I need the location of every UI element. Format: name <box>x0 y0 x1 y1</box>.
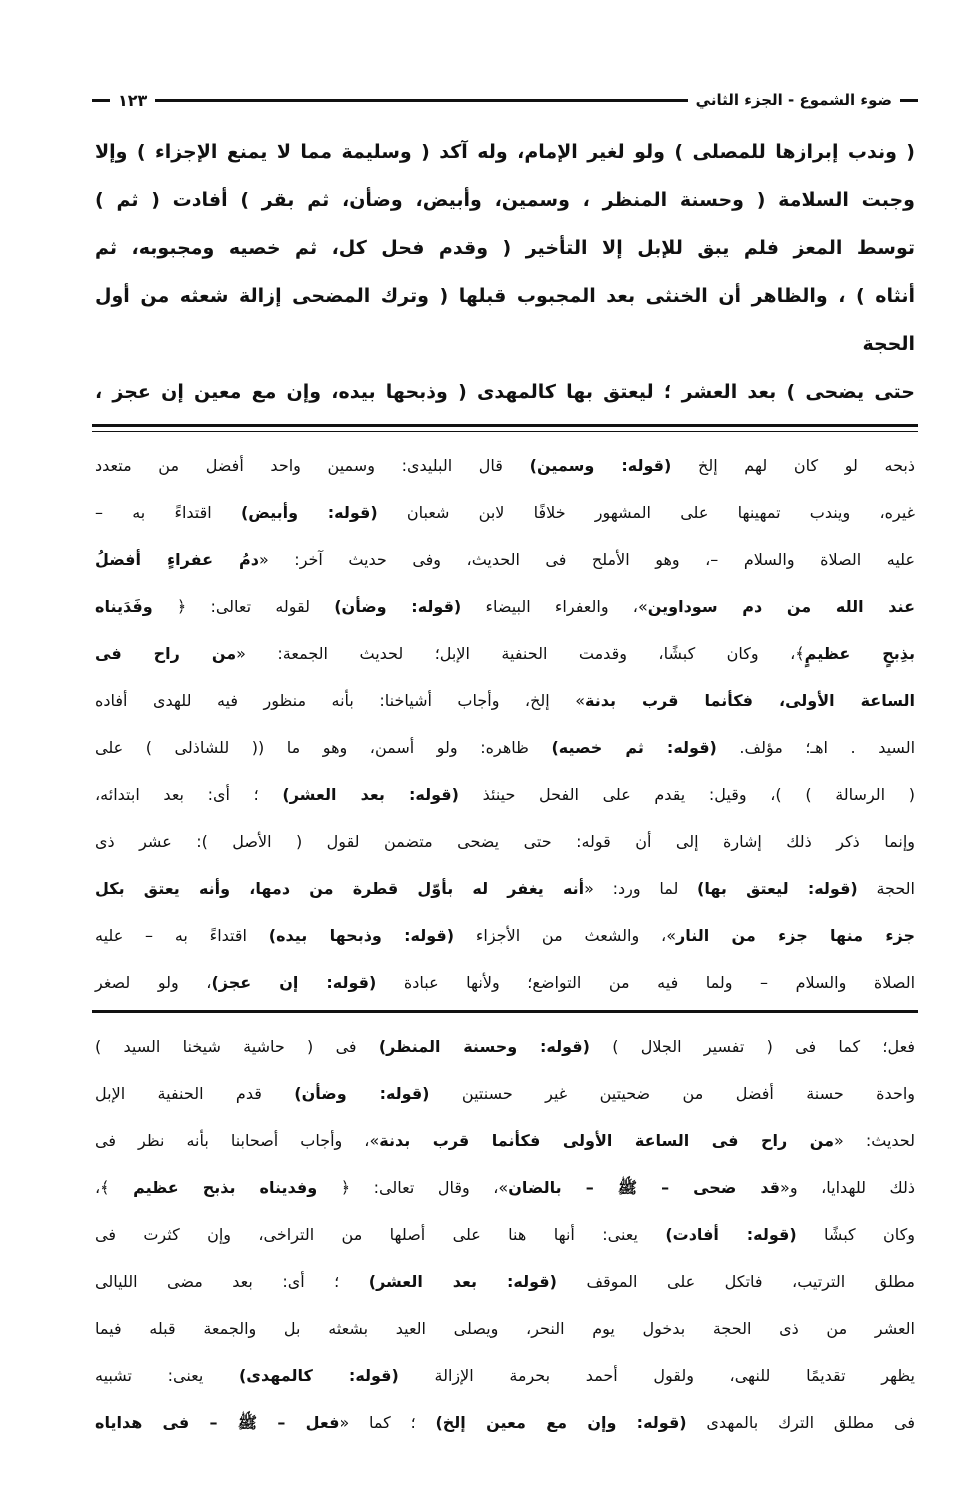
text-segment: »، وقال تعالى: ﴿ <box>317 1178 509 1197</box>
text-segment: وكان كبشًا <box>796 1225 915 1244</box>
bold-quote-segment: دمُ عفراءٍ أفضلُ <box>95 550 259 569</box>
text-line <box>95 865 915 912</box>
text-line <box>95 630 915 677</box>
text-line <box>95 1164 915 1211</box>
bold-quote-segment: (قوله: إن عجز) <box>211 973 377 992</box>
text-segment: العشر من ذى الحجة بدخول يوم النحر، ويصلى العيد بشعثه بل والجمعة قبله فيما <box>95 1319 915 1338</box>
text-segment: يظهر تقديمًا للنهى، ولقول أحمد بحرمة الإزالة <box>398 1366 916 1385</box>
text-segment: الصلاة والسلام – ولما فيه من التواضع؛ ولأنها عبادة <box>376 973 916 992</box>
text-segment: ( الرسالة ) )، وقيل: يقدم على الفحل حينئذ <box>458 785 916 804</box>
text-segment: الحجة <box>857 879 916 898</box>
text-line <box>95 959 915 1006</box>
header-rule <box>155 99 687 102</box>
header-dash <box>92 99 110 102</box>
text-segment: اقتداءً به – <box>95 503 241 522</box>
divider-thick <box>92 424 918 427</box>
text-segment: لحديث: « <box>834 1131 916 1150</box>
bold-quote-segment: حتى يضحى ) بعد العشر ؛ ليعتق بها كالمهدى ( وذبحها بيده، وإن مع معين إن عجز ، <box>95 381 915 403</box>
text-segment: »، وأجاب أصحابنا بأنه نظر فى <box>95 1131 380 1150</box>
bold-quote-segment: قد ضحى – ﷺ – بالضان <box>508 1178 781 1197</box>
book-title: ضوء الشموع - الجزء الثاني <box>695 91 892 109</box>
bold-quote-segment: (قوله: وإن مع معين إلخ) <box>435 1413 687 1432</box>
text-segment: يعنى: تشبيه <box>95 1366 239 1385</box>
text-line <box>95 583 915 630</box>
bold-quote-segment: (قوله: وضأن) <box>334 597 462 616</box>
header-dash <box>900 99 918 102</box>
commentary-1 <box>95 442 915 1006</box>
text-line <box>95 176 915 224</box>
bold-quote-segment: ( وندب إبرازها للمصلى ) ولو لغير الإمام، وله آكد ( وسليمة مما لا يمنع الإجزاء ) وإلا <box>95 141 915 163</box>
bold-quote-segment: وفديناه بذبح عظيم <box>133 1178 318 1197</box>
text-line <box>95 818 915 865</box>
text-segment: ذلك للهدايا، و« <box>780 1178 916 1197</box>
bold-quote-segment: توسط المعز فلم يبق للإبل إلا التأخير ( وقدم فحل كل، ثم خصيه ومجبوبه، ثم <box>95 237 915 259</box>
bold-quote-segment: بذِبحٍ عظيمٍ <box>804 644 916 663</box>
text-line <box>95 442 915 489</box>
bold-quote-segment: (قوله: أفادت) <box>665 1225 797 1244</box>
bold-quote-segment: عند الله من دم سوداوين <box>647 597 915 616</box>
bold-quote-segment: (قوله: وذبحها بيده) <box>268 926 455 945</box>
text-segment: ذبحه لو كان لهم إلخ <box>671 456 916 475</box>
text-segment: » إلخ، وأجاب أشياخنا: بأنه منظور فيه للهدى أفاده <box>95 691 586 710</box>
text-segment: ، ولو لصغر <box>95 973 212 992</box>
text-line <box>95 724 915 771</box>
page-number: ١٢٣ <box>118 90 148 110</box>
text-line <box>95 1070 915 1117</box>
bold-quote-segment: (قوله: ليعتق بها) <box>697 879 858 898</box>
bold-quote-segment: وجبت السلامة ( وحسنة المنظر ، وسمين، وأبيض، وضأن، ثم بقر ) أفادت ( ثم ) <box>95 189 915 211</box>
bold-quote-segment: من راح فى الساعة الأولى فكأنما قرب بدنة <box>379 1131 835 1150</box>
bold-quote-segment: (قوله: وحسنة المنظر) <box>378 1037 590 1056</box>
text-line <box>95 677 915 724</box>
bold-quote-segment: جزء منها جزء من النار <box>675 926 915 945</box>
text-line <box>95 489 915 536</box>
bold-quote-segment: من راح فى <box>95 644 237 663</box>
text-segment: عليه الصلاة والسلام –، وهو الأملح فى الحديث، وفى حديث آخر: « <box>259 550 915 569</box>
text-segment: ؛ كما « <box>339 1413 436 1432</box>
text-segment: »، والعفراء البيضاء <box>461 597 648 616</box>
text-segment: ظاهره: ولو أسمن، وهو ما (( للشاذلى ) على <box>95 738 552 757</box>
divider-thin <box>92 431 918 432</box>
text-segment: ؛ أى: بعد مضى الليالى <box>95 1272 369 1291</box>
bold-quote-segment: فعل – ﷺ – فى هداياه <box>95 1413 340 1432</box>
bold-quote-segment: (قوله: بعد العشر) <box>368 1272 557 1291</box>
bold-quote-segment: أنه يغفر له بأوّل قطرة من دمها، وأنه يعتق بكل <box>95 879 585 898</box>
bold-quote-segment: وفَدَيناه <box>95 597 153 616</box>
text-line <box>95 1258 915 1305</box>
text-segment: لقوله تعالى: ﴿ <box>152 597 335 616</box>
text-segment: وإنما ذكر ذلك إشارة إلى أن قوله: حتى يضحى متضمن لقول ( الأصل ): عشر ذى <box>95 832 915 851</box>
text-segment: فعل؛ كما فى ( تفسير الجلال ) <box>589 1037 915 1056</box>
text-line <box>95 1352 915 1399</box>
text-segment: غيره، ويندب تمهينها على المشهور خلافًا لابن شعبان <box>377 503 916 522</box>
text-line <box>95 912 915 959</box>
text-line <box>95 1305 915 1352</box>
bold-quote-segment: (قوله: وأبيض) <box>240 503 378 522</box>
main-text <box>95 128 915 416</box>
text-segment: لما ورد: « <box>584 879 698 898</box>
text-segment: ﴾، <box>95 1178 134 1197</box>
commentary-2 <box>95 1023 915 1446</box>
bold-quote-segment: أنثاه ) ، والظاهر أن الخنثى بعد المجبوب قبلها ( وترك المضحى إزالة شعثه من أول الحجة <box>95 285 915 355</box>
text-line <box>95 1399 915 1446</box>
text-segment: ﴾، وكان كبشًا، وقدمت الحنفية الإبل؛ لحديث الجمعة: « <box>236 644 805 663</box>
text-segment: فى مطلق الترك بالمهدى <box>686 1413 916 1432</box>
bold-quote-segment: (قوله: بعد العشر) <box>282 785 459 804</box>
text-segment: يعنى: أنها هنا على أصلها من التراخى، وإن كثرت فى <box>95 1225 666 1244</box>
text-line <box>95 368 915 416</box>
text-segment: قال البليدى: وسمين واحد أفضل من متعدد <box>95 456 530 475</box>
text-segment: قدم الحنفية الإبل <box>95 1084 295 1103</box>
text-line <box>95 1023 915 1070</box>
bold-quote-segment: (قوله: وسمين) <box>529 456 672 475</box>
bold-quote-segment: (قوله: ثم خصيه) <box>551 738 717 757</box>
text-segment: اقتداءً به – عليه <box>95 926 269 945</box>
text-line <box>95 771 915 818</box>
text-line <box>95 1211 915 1258</box>
text-segment: واحدة حسنة أفضل من ضحيتين غير حسنتين <box>429 1084 916 1103</box>
commentary-divider <box>92 1010 918 1013</box>
text-segment: ؛ أى: بعد ابتدائه، <box>95 785 283 804</box>
text-segment: فى ( حاشية شيخنا السيد ) <box>95 1037 379 1056</box>
text-line <box>95 1117 915 1164</box>
text-line <box>95 224 915 272</box>
text-segment: »، والشعث من الأجزاء <box>454 926 676 945</box>
bold-quote-segment: (قوله: كالمهدى) <box>238 1366 399 1385</box>
text-segment: السيد . اهـ؛ مؤلف. <box>716 738 916 757</box>
text-line <box>95 272 915 368</box>
text-segment: مطلق الترتيب، فاتكل على الموقف <box>556 1272 916 1291</box>
running-header <box>92 86 918 114</box>
bold-quote-segment: الساعة الأولى، فكأنما قرب بدنة <box>585 691 916 710</box>
text-line <box>95 536 915 583</box>
bold-quote-segment: (قوله: وضأن) <box>294 1084 430 1103</box>
text-line <box>95 128 915 176</box>
